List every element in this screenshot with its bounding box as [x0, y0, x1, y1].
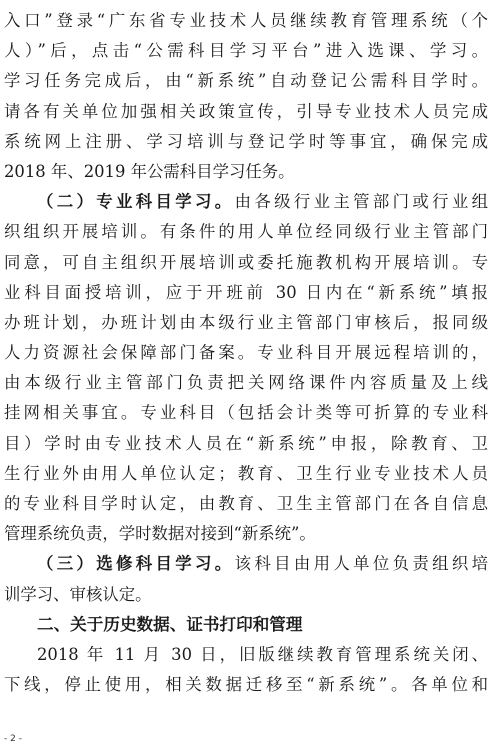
text-line: 请各有关单位加强相关政策宣传，引导专业技术人员完成 [4, 101, 488, 121]
text-line: 2018 年 11 月 30 日，旧版继续教育管理系统关闭、 [37, 644, 488, 664]
text-line: 管理系统负责，学时数据对接到“新系统”。 [4, 524, 316, 544]
text-line: 入口”登录“广东省专业技术人员继续教育管理系统（个 [4, 11, 488, 30]
text-line: 由本级行业主管部门负责把关网络课件内容质量及上线 [4, 373, 488, 393]
paragraph-public-subjects [4, 6, 488, 187]
paragraph-professional-subjects [4, 187, 488, 549]
text-line: 训学习、审核认定。 [4, 584, 152, 604]
text-line: 人力资源社会保障部门备案。专业科目开展远程培训的， [4, 343, 488, 363]
text-line: 学习任务完成后，由“新系统”自动登记公需科目学时。 [4, 71, 488, 91]
text-line: 的专业科目学时认定，由教育、卫生主管部门在各自信息 [4, 494, 488, 513]
text-line: 人）”后，点击“公需科目学习平台”进入选课、学习。 [4, 41, 488, 61]
paragraph-elective-subjects [4, 549, 488, 609]
text-run: 由各级行业主管部门或行业组 [234, 192, 489, 212]
text-line: 业科目面授培训，应于开班前 30 日内在“新系统”填报 [4, 282, 488, 302]
text-line: 2018 年、2019 年公需科目学习任务。 [4, 161, 295, 181]
text-line [4, 187, 488, 217]
paragraph-history-data [4, 640, 488, 700]
section-heading: 二、关于历史数据、证书打印和管理 [37, 614, 303, 634]
text-line: 生行业外由用人单位认定；教育、卫生行业专业技术人员 [4, 463, 488, 483]
subsection-title: （三）选修科目学习。 [37, 554, 235, 574]
text-line: 办班计划，办班计划由本级行业主管部门审核后，报同级 [4, 312, 488, 332]
subsection-title: （二）专业科目学习。 [37, 192, 235, 212]
text-line: 目）学时由专业技术人员在“新系统”申报，除教育、卫 [4, 433, 488, 453]
text-line: 下线，停止使用，相关数据迁移至“新系统”。各单位和 [4, 675, 488, 695]
document-body [4, 6, 488, 700]
page-number: - 2 - [4, 734, 22, 744]
text-line: 挂网相关事宜。专业科目（包括会计类等可折算的专业科 [4, 403, 488, 423]
text-line: 同意，可自主组织开展培训或委托施教机构开展培训。专 [4, 252, 488, 272]
text-line: 织组织开展培训。有条件的用人单位经同级行业主管部门 [4, 222, 488, 242]
text-run: 该科目由用人单位负责组织培 [234, 554, 489, 574]
text-line: 系统网上注册、学习培训与登记学时等事宜，确保完成 [4, 131, 488, 151]
text-line [4, 549, 488, 579]
